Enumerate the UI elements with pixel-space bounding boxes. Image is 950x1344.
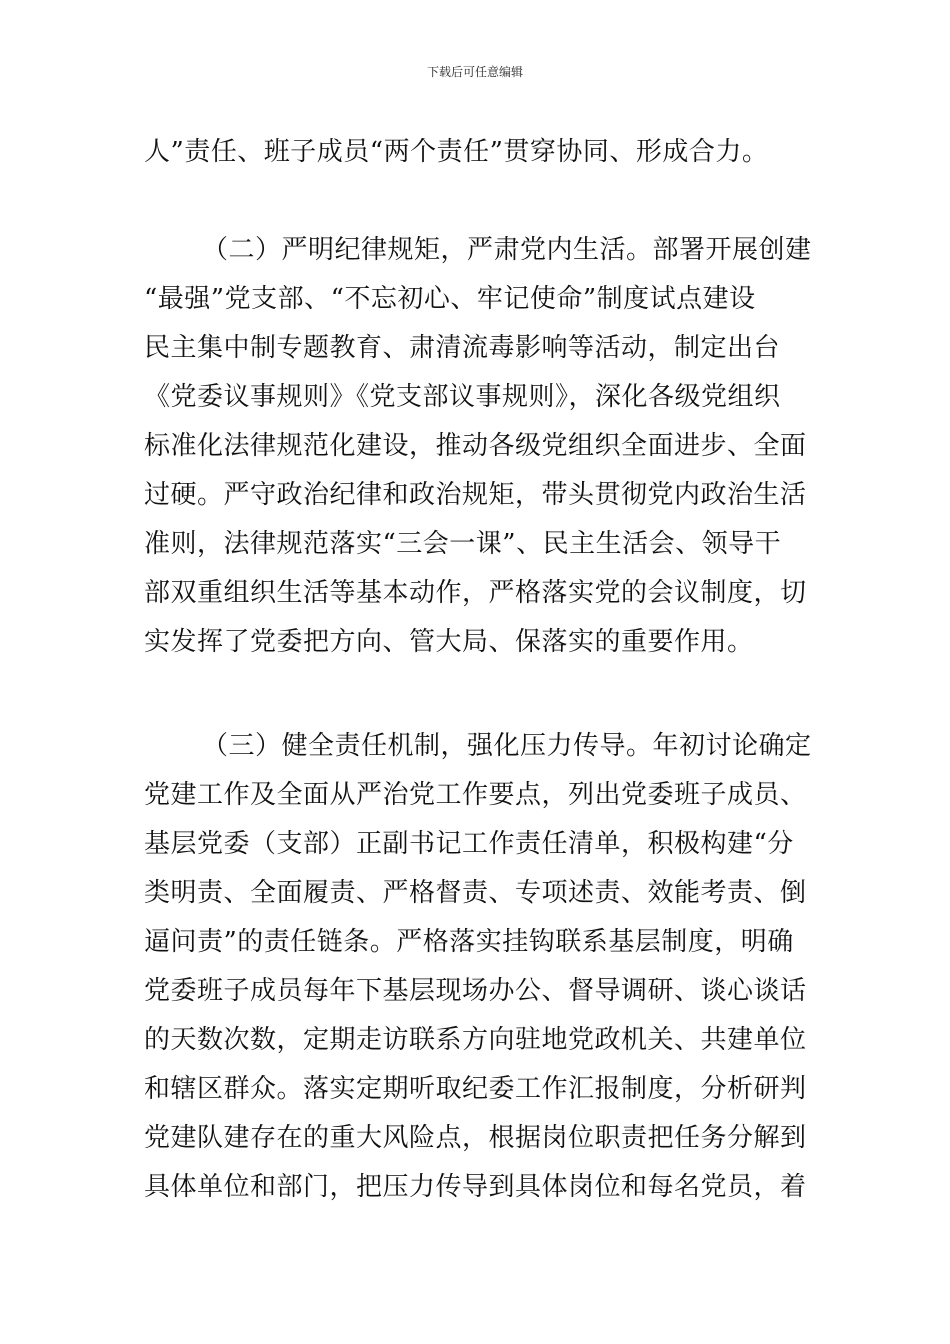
text-line: 《党委议事规则》《党支部议事规则》，深化各级党组织 <box>144 382 781 412</box>
text-line: （二）严明纪律规矩，严肃党内生活。部署开展创建 <box>202 235 812 265</box>
page-header: 下载后可任意编辑 <box>426 65 523 79</box>
paragraph-continuation <box>144 128 806 177</box>
text-line: 党建队建存在的重大风险点，根据岗位职责把任务分解到 <box>144 1123 807 1153</box>
text-line: 的天数次数，定期走访联系方向驻地党政机关、共建单位 <box>144 1025 807 1055</box>
text-line: 党建工作及全面从严治党工作要点，列出党委班子成员、 <box>144 780 807 810</box>
text-line: 具体单位和部门，把压力传导到具体岗位和每名党员，着 <box>144 1172 807 1202</box>
text-line: 基层党委（支部）正副书记工作责任清单，积极构建“分 <box>144 829 794 859</box>
text-line: （三）健全责任机制，强化压力传导。年初讨论确定 <box>202 731 812 761</box>
text-line: 人”责任、班子成员“两个责任”贯穿协同、形成合力。 <box>144 137 769 167</box>
text-line: 类明责、全面履责、严格督责、专项述责、效能考责、倒 <box>144 878 807 908</box>
text-line: “最强”党支部、“不忘初心、牢记使命”制度试点建设 <box>144 284 756 314</box>
text-line: 党委班子成员每年下基层现场办公、督导调研、谈心谈话 <box>144 976 807 1006</box>
text-line: 逼问责”的责任链条。严格落实挂钩联系基层制度，明确 <box>144 927 794 957</box>
text-line: 部双重组织生活等基本动作，严格落实党的会议制度，切 <box>144 578 807 608</box>
text-line: 实发挥了党委把方向、管大局、保落实的重要作用。 <box>144 627 754 657</box>
text-line: 准则，法律规范落实“三会一课”、民主生活会、领导干 <box>144 529 782 559</box>
text-line: 民主集中制专题教育、肃清流毒影响等活动，制定出台 <box>144 333 781 363</box>
text-line: 和辖区群众。落实定期听取纪委工作汇报制度，分析研判 <box>144 1074 807 1104</box>
text-line: 标准化法律规范化建设，推动各级党组织全面进步、全面 <box>144 431 807 461</box>
paragraph-section-two <box>144 226 812 667</box>
text-line: 过硬。严守政治纪律和政治规矩，带头贯彻党内政治生活 <box>144 480 807 510</box>
paragraph-section-three <box>144 722 812 1212</box>
